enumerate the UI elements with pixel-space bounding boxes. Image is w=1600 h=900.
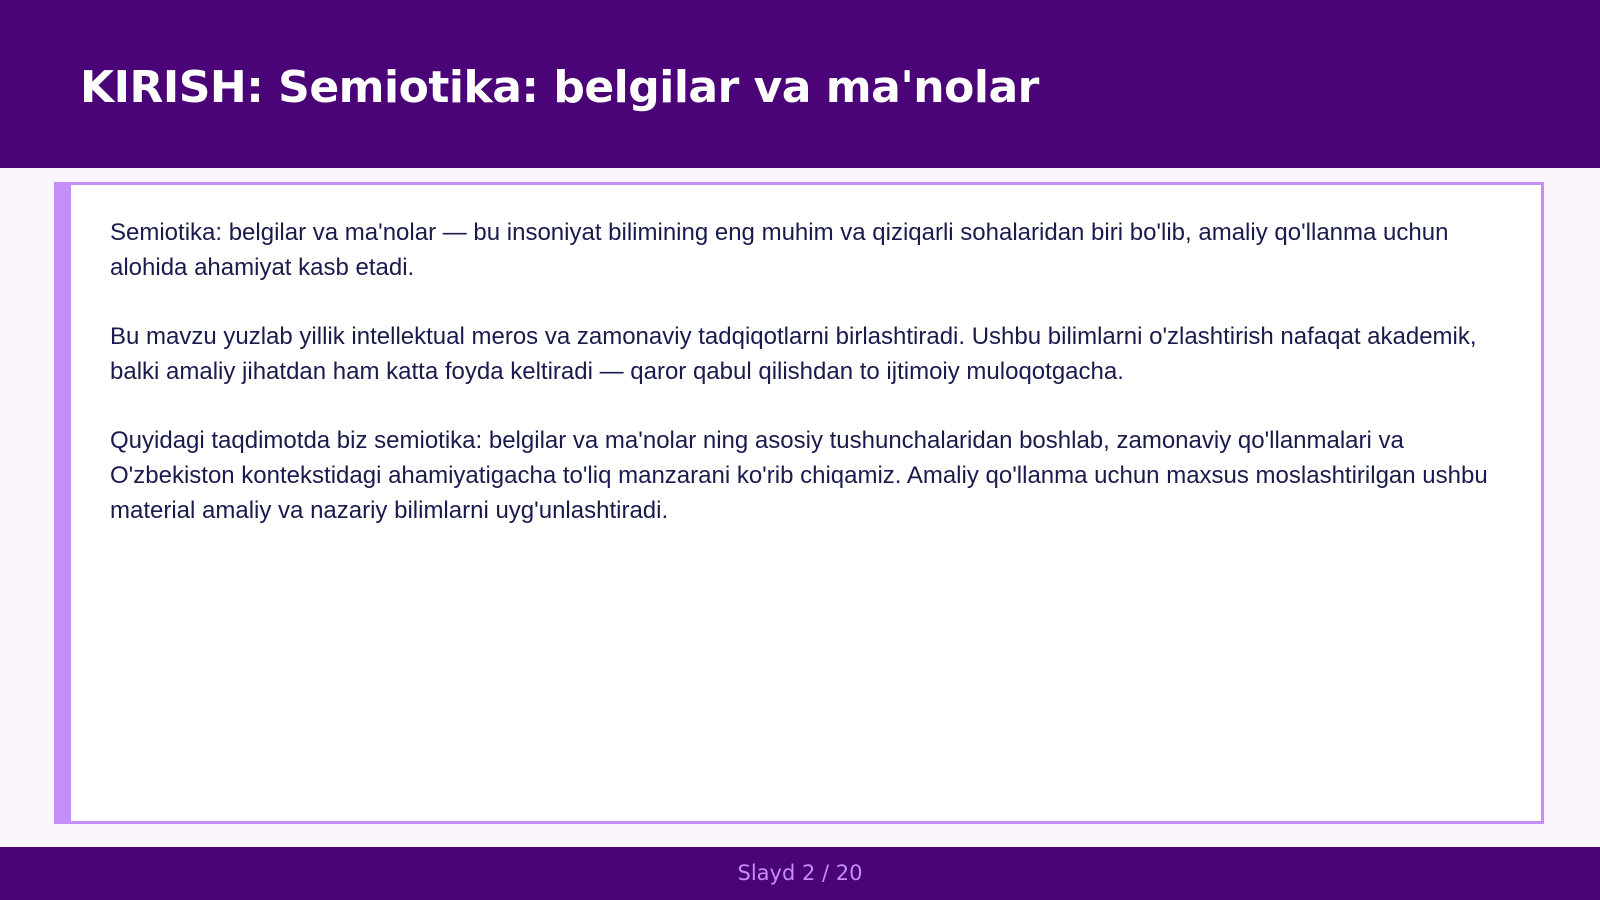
content-body <box>110 215 1510 562</box>
paragraph-overview: Quyidagi taqdimotda biz semiotika: belgilar va ma'nolar ning asosiy tushunchalaridan boshlab, zamonaviy qo'llanmalari va O'zbekiston kontekstidagi ahamiyatigacha to'liq manzarani ko'rib chiqamiz. Amaliy qo'llanma uchun maxsus moslashtirilgan ushbu material amaliy va nazariy bilimlarni uyg'unlashtiradi. <box>110 427 1488 524</box>
slide-counter: Slayd 2 / 20 <box>737 861 863 885</box>
content-card <box>54 182 1544 824</box>
slide-footer <box>0 847 1600 900</box>
slide-title: KIRISH: Semiotika: belgilar va ma'nolar <box>80 62 1039 113</box>
paragraph-intro: Semiotika: belgilar va ma'nolar — bu insoniyat bilimining eng muhim va qiziqarli sohalaridan biri bo'lib, amaliy qo'llanma uchun alohida ahamiyat kasb etadi. <box>110 219 1449 281</box>
paragraph-heritage: Bu mavzu yuzlab yillik intellektual meros va zamonaviy tadqiqotlarni birlashtiradi. Ushbu bilimlarni o'zlashtirish nafaqat akademik, balki amaliy jihatdan ham katta foyda keltiradi — qaror qabul qilishdan to ijtimoiy muloqotgacha. <box>110 323 1477 385</box>
slide-header <box>0 0 1600 168</box>
